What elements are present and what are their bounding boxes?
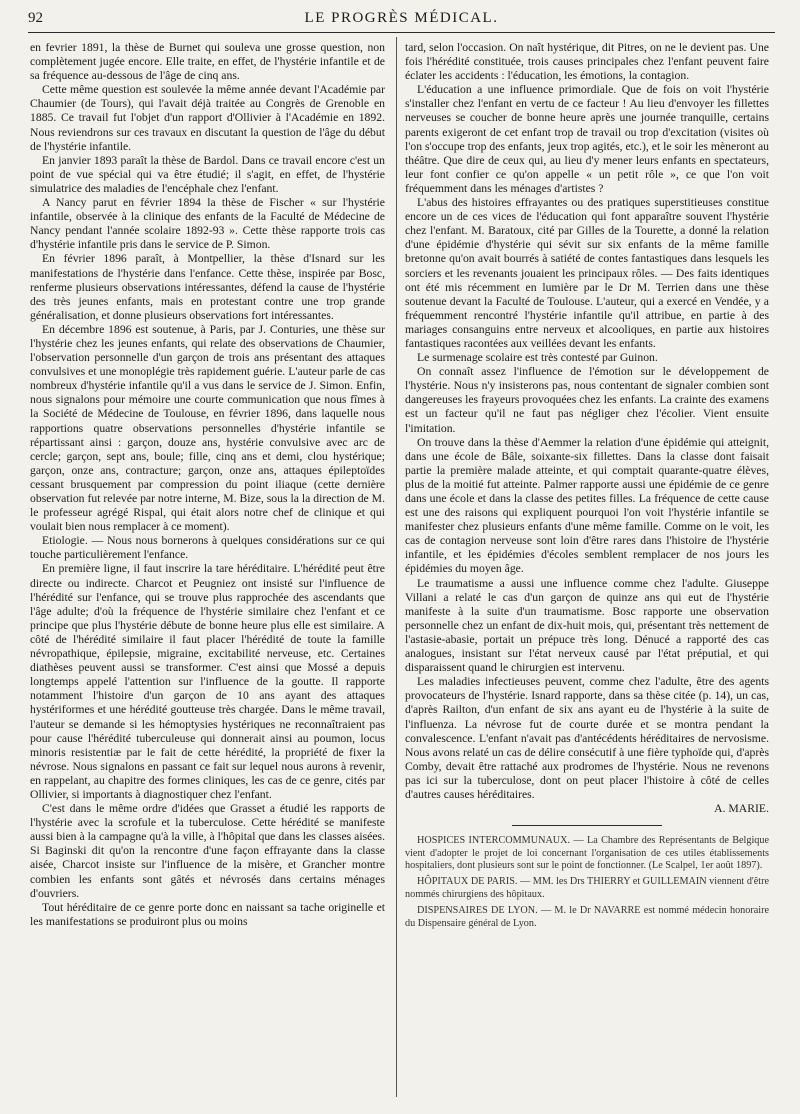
paragraph: tard, selon l'occasion. On naît hystérique, dit Pitres, on ne le devient pas. Une fois l'hérédité constituée, trois causes principales chez l'enfant peuvent faire éclater les accidents : l'éducation, les émotions, la contagion. bbox=[405, 41, 769, 83]
page-number: 92 bbox=[28, 10, 43, 26]
news-text: — La Chambre des Représentants de Belgique vient d'adopter le projet de loi concernant l'organisation de ces utiles établissements hospitaliers, dont plusieurs sont sur le point de fonctionner. (Le Scalpel, 1er août 1897). bbox=[405, 835, 769, 871]
section-rule bbox=[512, 825, 662, 826]
paragraph: En janvier 1893 paraît la thèse de Bardol. Dans ce travail encore c'est un point de vue spécial qui va être étudié; il s'agit, en effet, de l'hystérie simulatrice des maladies de l'encéphale chez l'enfant. bbox=[30, 153, 385, 195]
news-text: — MM. les Drs THIERRY et GUILLEMAIN viennent d'être nommés chirurgiens des hôpitaux. bbox=[405, 876, 770, 900]
paragraph: en fevrier 1891, la thèse de Burnet qui souleva une grosse question, non complètement jugée encore. Elle traite, en effet, de l'hystérie infantile et de sa fréquence au-dessous de l'âge de cinq ans. bbox=[30, 41, 385, 83]
news-item bbox=[405, 905, 769, 930]
news-label: DISPENSAIRES DE LYON. bbox=[417, 905, 538, 917]
author-signature bbox=[405, 802, 769, 816]
news-section bbox=[405, 835, 769, 930]
signature: A. MARIE. bbox=[714, 802, 769, 816]
paragraph: Cette même question est soulevée la même année devant l'Académie par Chaumier (de Tours), qui l'avait déjà traitée au Congrès de Grenoble en 1885. Ce travail fut l'objet d'un rapport d'Ollivier à l'Académie en 1892. Nous reviendrons sur ces travaux en discutant la question de l'âge du début de l'hystérie infantile. bbox=[30, 83, 385, 153]
paragraph: Le traumatisme a aussi une influence comme chez l'adulte. Giuseppe Villani a relaté le cas d'un garçon de quinze ans qui eut de l'hystérie manifeste à la suite d'un traumatisme. Bosc rapporte une observation personnelle chez un enfant de dix-huit mois, qui, présentant très nettement de l'astasie-abasie, portait un prépuce très long. Dénucé a rapporté des cas analogues, insistant sur l'état nerveux causé par l'état préputial, et qui disparaissent quand le chirurgien est intervenu. bbox=[405, 576, 769, 675]
news-text: — M. le Dr NAVARRE est nommé médecin honoraire du Dispensaire général de Lyon. bbox=[405, 905, 770, 929]
paragraph: On connaît assez l'influence de l'émotion sur le développement de l'hystérie. Nous n'y insisterons pas, nous contentant de signaler combien sont dangereuses les frayeurs provoquées chez les enfants. La crainte des examens est un facteur qu'il ne faut pas négliger chez l'écolier. Vient ensuite l'imitation. bbox=[405, 365, 769, 435]
page-header bbox=[28, 10, 775, 33]
right-column bbox=[405, 41, 769, 934]
news-item bbox=[405, 835, 769, 872]
news-label: HOSPICES INTERCOMMUNAUX. bbox=[417, 835, 571, 847]
left-column bbox=[30, 41, 385, 929]
column-divider bbox=[396, 37, 397, 1097]
news-item bbox=[405, 876, 769, 901]
paragraph: L'abus des histoires effrayantes ou des pratiques superstitieuses constitue encore un de ces vices de l'éducation qui font apparaître souvent l'hystérie chez l'enfant. M. Baratoux, cité par Gilles de la Tourette, a donné la relation d'une épidémie d'hystérie qui sévit sur six enfants de la même famille bretonne qu'on avait bourrés à satiété de contes fantastiques dans lesquels les sorciers et les revenants jouaient les principaux rôles. — Des faits identiques ont été mis récemment en lumière par le Dr M. Terrien dans une thèse soutenue devant la Faculté de Toulouse. L'auteur, qui a exercé en Vendée, y a fréquemment rencontré l'hystérie infantile qu'il attribue, en partie à des mariages consanguins entre nerveux et alcooliques, en partie aux histoires fantastiques racontées aux veillées devant les enfants. bbox=[405, 196, 769, 350]
paragraph: Le surmenage scolaire est très contesté par Guinon. bbox=[417, 351, 658, 365]
section-heading-etiologie: Etiologie. — Nous nous bornerons à quelques considérations sur ce qui touche particulièrement l'enfance. bbox=[30, 534, 385, 562]
journal-title: LE PROGRÈS MÉDICAL. bbox=[304, 10, 499, 26]
paragraph: L'éducation a une influence primordiale. Que de fois on voit l'hystérie s'installer chez l'enfant en vertu de ce facteur ! Au lieu d'envoyer les fillettes nerveuses se coucher de bonne heure après une journée tranquille, certains parents exigeront de cet enfant trop de travail ou trop d'excitation (visites où l'on s'occupe trop des enfants, jeux trop agités, etc.), et le soir les mèneront au théâtre. Que dire de ceux qui, au lieu d'y mener leurs enfants en spectateurs, leur font confier ce qu'on appelle « un petit rôle », ce que l'on voit fréquemment dans les ménages d'artistes ? bbox=[405, 83, 769, 195]
paragraph: En première ligne, il faut inscrire la tare héréditaire. L'hérédité peut être directe ou indirecte. Charcot et Peugniez ont insisté sur l'influence de l'hérédité sur l'enfance, qui se trouve plus rapprochée des ascendants que l'âge adulte; d'où la fréquence de l'hystérie similaire chez l'enfant et ce principe que plus l'hystérie débute de bonne heure plus elle est similaire. A côté de l'hérédité similaire il faut placer l'hérédité de toute la famille névropathique, épilepsie, migraine, excitabilité nerveuse, etc. Certaines diathèses peuvent aussi se transformer. C'est ainsi que Mossé a depuis longtemps appelé l'attention sur l'influence de la goutte. Il rapporte notamment l'histoire d'un garçon de 10 ans ayant des attaques hystériformes et une hérédité goutteuse très chargée. Dans le même travail, l'auteur se demande si les hémoptysies hystériques ne reconnaîtraient pas pour cause l'hérédité tuberculeuse qui donnerait ainsi au poumon, locus minoris resistentiæ par le fait de cette hérédité, la propriété de fixer la névrose. Nous signalons en passant ce fait sur lequel nous aurons à revenir, en rappelant, au chapitre des formes cliniques, les cas de ce genre, cités par Ollivier, si importants à diagnostiquer chez l'enfant. bbox=[30, 562, 385, 801]
news-label: HÔPITAUX DE PARIS. bbox=[417, 876, 518, 888]
paragraph: En décembre 1896 est soutenue, à Paris, par J. Conturies, une thèse sur l'hystérie chez les jeunes enfants, qui relate des observations de Chaumier, l'observation personnelle d'un garçon de trois ans présentant des attaques convulsives et une monoplégie très rapidement guérie. L'auteur parle de cas nombreux d'hystérie infantile qu'il a vus dans le service de J. Simon. Enfin, nous signalons pour mémoire une courte communication que nous fîmes à la Société de Médecine de Toulouse, en février 1896, dans laquelle nous rapportions quatre observations personnelles d'hystérie infantile se répartissant ainsi : garçon, douze ans, hystérie convulsive avec arc de cercle; garçon, sept ans, boule; fille, cinq ans et demi, clou hystérique; garçon, onze ans, contracture; garçon, onze ans, attaques épileptoïdes cessant brusquement par compression du point iliaque (cette dernière observation fut relevée par notre interne, M. Bize, sous la la direction de M. le professeur agrégé Rispal, qui était alors notre chef de clinique et qui voulait bien nous remplacer à ce moment). bbox=[30, 322, 385, 534]
paragraph: En février 1896 paraît, à Montpellier, la thèse d'Isnard sur les manifestations de l'hystérie dans l'enfance. Cette thèse, inspirée par Bosc, renferme plusieurs observations intéressantes, défend la cause de l'hystérie des très jeunes enfants, mais en protestant contre une trop grande généralisation, et donne plusieurs observations fort intéressantes. bbox=[30, 252, 385, 322]
paragraph: Les maladies infectieuses peuvent, comme chez l'adulte, être des agents provocateurs de l'hystérie. Isnard rapporte, dans sa thèse citée (p. 14), un cas, d'après Railton, d'un enfant de six ans ayant eu de l'hystérie à la suite de l'influenza. La névrose fut de courte durée et se montra pendant la convalescence. L'enfant n'avait pas d'antécédents héréditaires de nervosisme. Nous avons relaté un cas de délire consécutif à une fière typhoïde qui, d'après Comby, devait être rattaché aux prodromes de l'hystérie. Nous ne revenons pas ici sur la tuberculose, dont on peut placer l'histoire à côté de celles d'autres causes héréditaires. bbox=[405, 675, 769, 801]
paragraph: C'est dans le même ordre d'idées que Grasset a étudié les rapports de l'hystérie avec la scrofule et la tuberculose. Cette hérédité se manifeste aussi bien à la campagne qu'à la ville, à l'hôpital que dans les classes aisées. Si Baginski dit qu'on la rencontre d'une façon effrayante dans la classe aisée, Charcot insiste sur l'influence de la misère, et Grancher montre combien les enfants sont gâtés et névrosés dans certains ménages d'ouvriers. bbox=[30, 802, 385, 900]
paragraph: Tout héréditaire de ce genre porte donc en naissant sa tache originelle et les manifestations se produiront plus ou moins bbox=[30, 900, 385, 928]
paragraph: A Nancy parut en février 1894 la thèse de Fischer « sur l'hystérie infantile, observée à la clinique des enfants de la Faculté de Médecine de Nancy pendant l'année scolaire 1892-93 ». Cette thèse rapporte trois cas d'hystérie infantile pris dans le service de P. Simon. bbox=[30, 196, 385, 252]
paragraph: On trouve dans la thèse d'Aemmer la relation d'une épidémie qui atteignit, dans une école de Bâle, soixante-six fillettes. Dans la classe dont faisait partie la première malade atteinte, et qui comptait quarante-quatre élèves, plus de la moitié fut atteinte. Palmer rapporte aussi une épidémie de ce genre dans une école et dans la classe des petites filles. La fréquence de cette cause est une des raisons qui expliquent pourquoi l'on voit l'hystérie infantile se manifester chez plusieurs enfants d'une même famille. Comme on le voit, les cas de contagion nerveuse sont loin d'être rares dans l'histoire de l'hystérie infantile, et les épidémies d'écoles semblent remplacer de nos jours les épidémies du moyen âge. bbox=[405, 435, 769, 576]
